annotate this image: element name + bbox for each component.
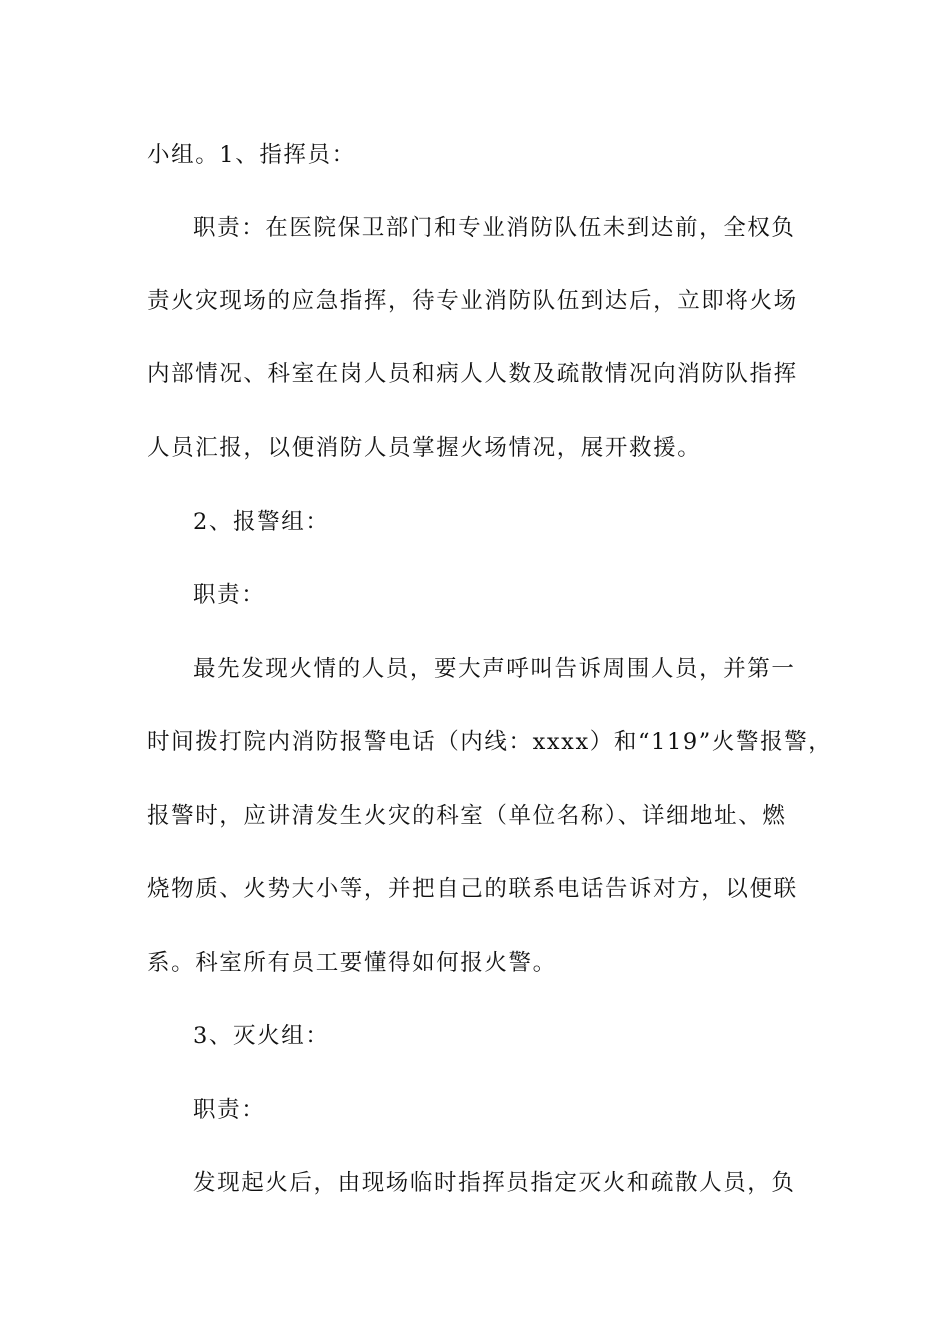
text-line: 职责： bbox=[193, 1097, 266, 1123]
text-line: 责火灾现场的应急指挥，待专业消防队伍到达后，立即将火场 bbox=[147, 288, 798, 314]
text-line: 发现起火后，由现场临时指挥员指定灭火和疏散人员，负 bbox=[193, 1170, 796, 1196]
text-line: 小组。1、指挥员： bbox=[147, 142, 356, 168]
section-heading: 3、灭火组： bbox=[193, 1023, 330, 1049]
text-line: 人员汇报，以便消防人员掌握火场情况，展开救援。 bbox=[147, 435, 702, 461]
text-line: 最先发现火情的人员，要大声呼叫告诉周围人员，并第一 bbox=[193, 656, 796, 682]
text-line: 职责：在医院保卫部门和专业消防队伍未到达前，全权负 bbox=[193, 215, 796, 241]
text-line: 内部情况、科室在岗人员和病人人数及疏散情况向消防队指挥 bbox=[147, 361, 798, 387]
text-line: 时间拨打院内消防报警电话（内线：xxxx）和“119”火警报警， bbox=[147, 729, 833, 755]
text-line: 烧物质、火势大小等，并把自己的联系电话告诉对方，以便联 bbox=[147, 876, 798, 902]
text-line: 职责： bbox=[193, 582, 266, 608]
section-heading: 2、报警组： bbox=[193, 509, 330, 535]
text-line: 系。科室所有员工要懂得如何报火警。 bbox=[147, 950, 557, 976]
text-line: 报警时，应讲清发生火灾的科室（单位名称）、详细地址、燃 bbox=[147, 803, 787, 829]
